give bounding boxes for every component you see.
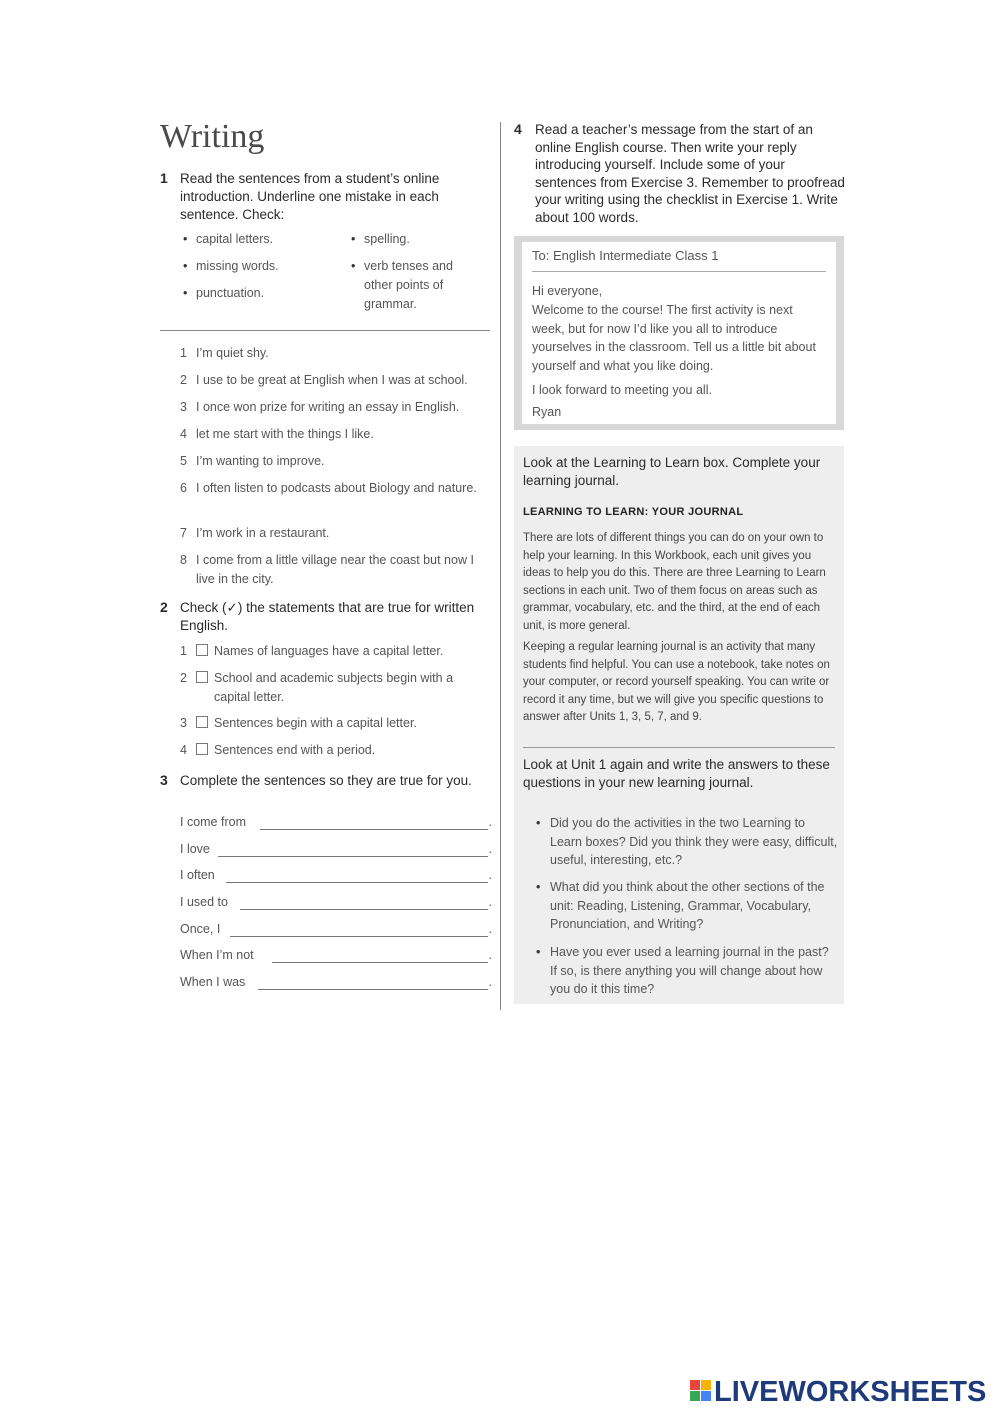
exercise-2-instruction: Check (✓) the statements that are true for written English. <box>180 600 475 633</box>
logo-icon <box>690 1380 712 1402</box>
statement-checkbox[interactable] <box>196 743 208 755</box>
statement-checkbox[interactable] <box>196 644 208 656</box>
sentence-item: 2 I use to be great at English when I was at school. <box>180 373 468 387</box>
page-title: Writing <box>160 118 265 155</box>
check-item: • punctuation. <box>196 284 264 303</box>
learning-caption: LEARNING TO LEARN: YOUR JOURNAL <box>523 506 744 518</box>
completion-line[interactable]: I often . <box>180 868 492 882</box>
exercise-4-instruction: Read a teacher’s message from the start of an online English course. Then write your reply introducing yourself. Include some of your sentences from Exercise 3. Remember to proofread your writing using the checklist in Exercise 1. Write about 100 words. <box>535 122 845 225</box>
journal-question-intro: Look at Unit 1 again and write the answers to these questions in your new learning journal. <box>523 757 830 790</box>
message-closing: I look forward to meeting you all. <box>532 383 712 397</box>
statement-item: 2 School and academic subjects begin with a capital letter. <box>180 671 454 704</box>
message-signature: Ryan <box>532 405 562 419</box>
statement-item: 4 Sentences end with a period. <box>180 743 376 757</box>
learning-divider <box>523 747 835 748</box>
sentence-item: 1 I’m quiet shy. <box>180 346 269 360</box>
completion-line[interactable]: Once, I . <box>180 922 492 936</box>
sentence-item: 4 let me start with the things I like. <box>180 427 374 441</box>
section-divider <box>160 330 490 331</box>
journal-question: • Have you ever used a learning journal in the past? If so, is there anything you will change about how you do it this time? <box>550 943 838 999</box>
sentence-item: 5 I’m wanting to improve. <box>180 454 325 468</box>
sentence-item: 8 I come from a little village near the coast but now I live in the city. <box>180 553 474 586</box>
check-item: • verb tenses and other points of grammar. <box>364 257 484 314</box>
logo-wordmark: LIVEWORKSHEETS <box>714 1376 987 1408</box>
message-body: Welcome to the course! The first activity is next week, but for now I’d like you all to introduce yourselves in the classroom. Tell us a little bit about yourself and what you like doing. <box>532 303 816 373</box>
journal-question: • Did you do the activities in the two Learning to Learn boxes? Did you think they were easy, difficult, useful, interesting, etc.? <box>550 814 838 870</box>
completion-line[interactable]: When I’m not . <box>180 948 492 962</box>
journal-question: • What did you think about the other sections of the unit: Reading, Listening, Grammar, Vocabulary, Pronunciation, and Writing? <box>550 878 838 934</box>
column-divider <box>500 122 501 1010</box>
exercise-4-number: 4 <box>514 121 522 137</box>
exercise-2-number: 2 <box>160 599 168 615</box>
sentence-item: 7 I’m work in a restaurant. <box>180 526 330 540</box>
teacher-message-box <box>514 236 844 430</box>
completion-line[interactable]: I come from . <box>180 815 492 829</box>
statement-item: 3 Sentences begin with a capital letter. <box>180 716 417 730</box>
learning-intro: Look at the Learning to Learn box. Complete your learning journal. <box>523 455 821 488</box>
check-item: • capital letters. <box>196 230 273 249</box>
sentence-item: 3 I once won prize for writing an essay in English. <box>180 400 460 414</box>
check-item: • missing words. <box>196 257 279 276</box>
exercise-1-number: 1 <box>160 170 168 186</box>
exercise-1-instruction: Read the sentences from a student’s online introduction. Underline one mistake in each sentence. Check: <box>180 171 440 222</box>
exercise-3-number: 3 <box>160 772 168 788</box>
learning-to-learn-box <box>514 446 844 1004</box>
check-item: • spelling. <box>364 230 410 249</box>
statement-checkbox[interactable] <box>196 671 208 683</box>
message-greeting: Hi everyone, <box>532 284 603 298</box>
completion-line[interactable]: When I was . <box>180 975 492 989</box>
completion-line[interactable]: I love . <box>180 842 492 856</box>
sentence-item: 6 I often listen to podcasts about Biology and nature. <box>180 481 477 495</box>
learning-paragraph-2: Keeping a regular learning journal is an activity that many students find helpful. You can use a notebook, take notes on your computer, or record yourself speaking. You can write or record it any time, but we will give you specific questions to answer after Units 1, 3, 5, 7, and 9. <box>523 641 830 723</box>
message-recipient: To: English Intermediate Class 1 <box>532 248 826 272</box>
learning-paragraph-1: There are lots of different things you can do on your own to help your learning. In this Workbook, each unit gives you ideas to help you do this. There are three Learning to Learn sections in each unit. Two of them focus on areas such as grammar, vocabulary, etc. and the third, at the end of each unit, is more general. <box>523 532 826 632</box>
statement-checkbox[interactable] <box>196 716 208 728</box>
statement-item: 1 Names of languages have a capital letter. <box>180 644 444 658</box>
completion-line[interactable]: I used to . <box>180 895 492 909</box>
exercise-3-instruction: Complete the sentences so they are true for you. <box>180 773 472 788</box>
